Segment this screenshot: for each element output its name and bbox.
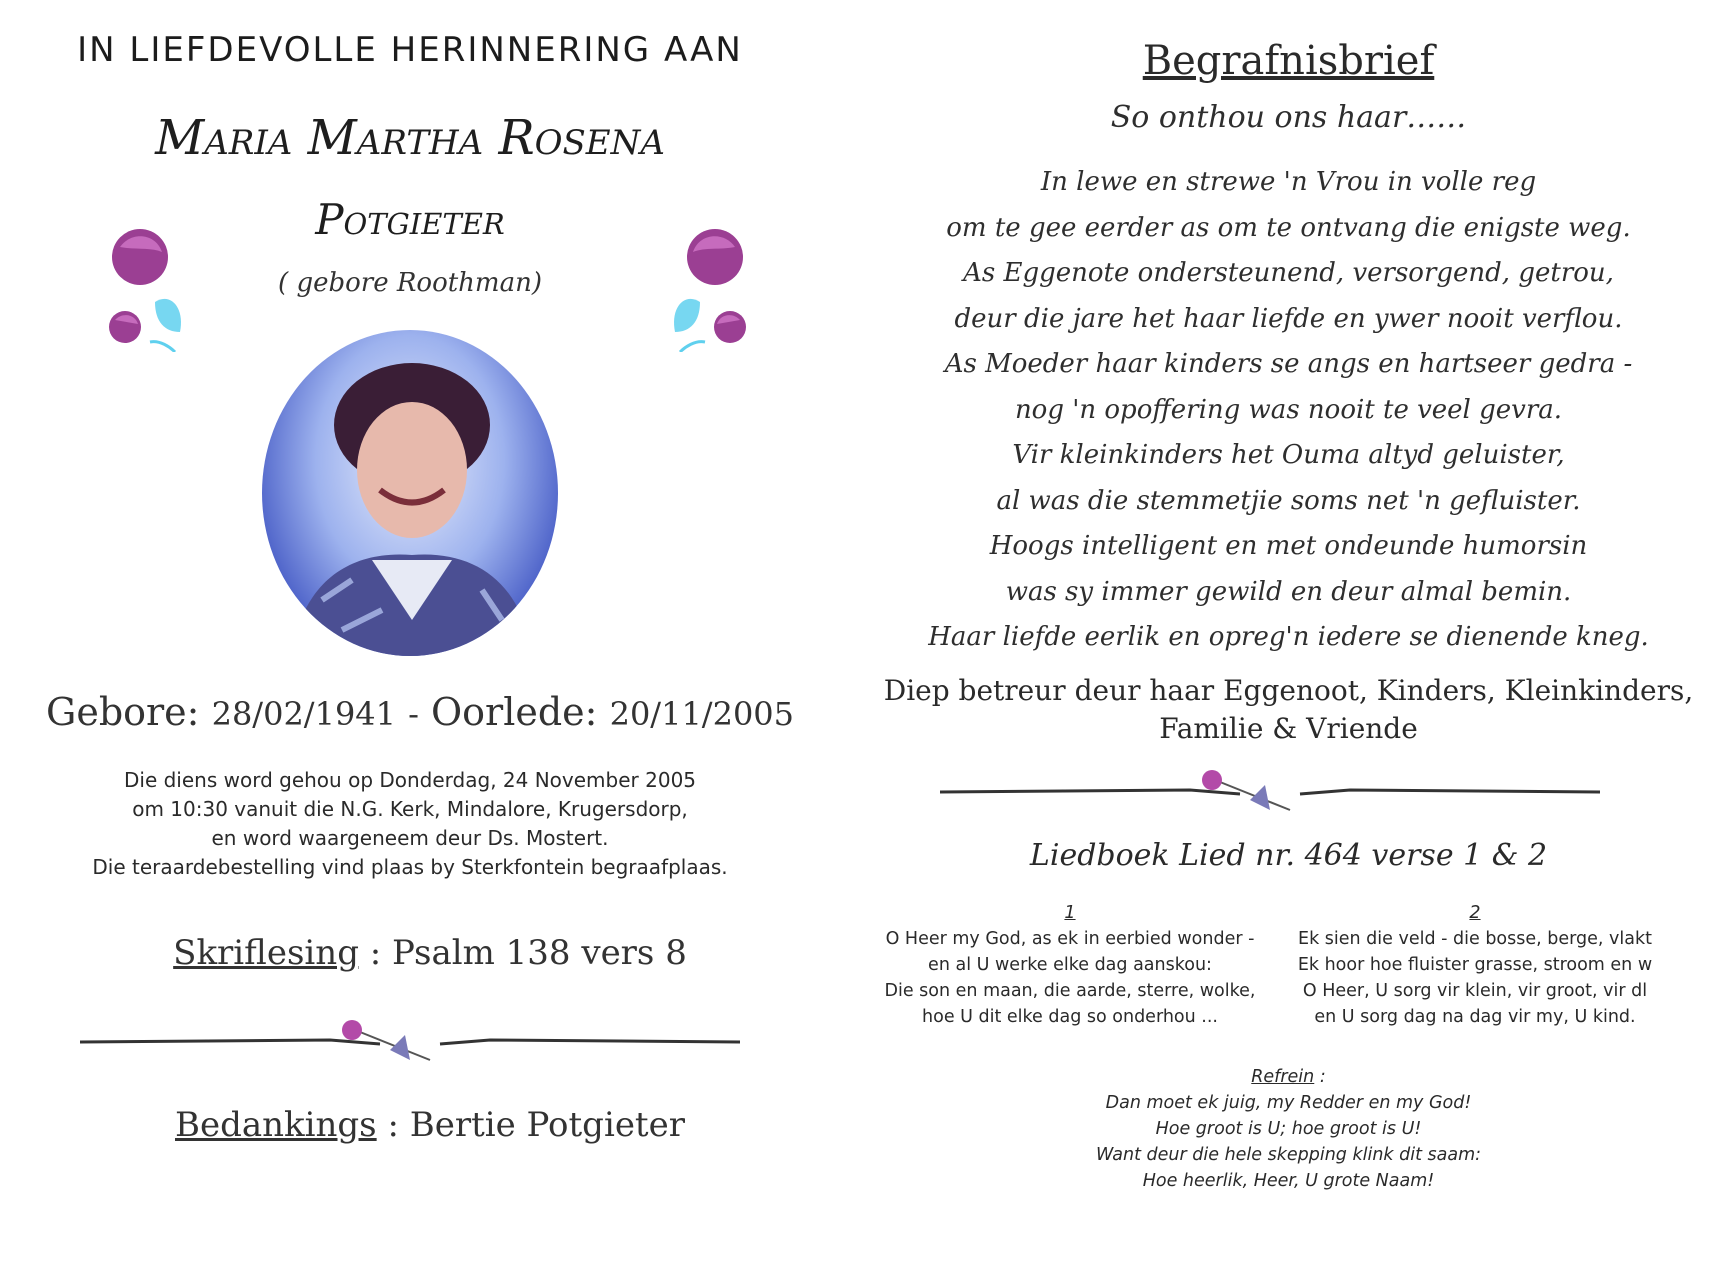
mourned-by-line: Familie & Vriende bbox=[1159, 712, 1418, 745]
thanks-label: Bedankings bbox=[175, 1105, 377, 1145]
portrait-photo bbox=[262, 330, 558, 656]
poem-line: al was die stemmetjie soms net 'n gefluister. bbox=[996, 485, 1581, 516]
rose-icon bbox=[655, 222, 755, 352]
poem-line: om te gee eerder as om te ontvang die enigste weg. bbox=[946, 212, 1631, 243]
refrain-line: Hoe groot is U; hoe groot is U! bbox=[1155, 1119, 1422, 1139]
verse-line: en U sorg dag na dag vir my, U kind. bbox=[1314, 1007, 1636, 1027]
left-panel bbox=[0, 0, 840, 1262]
rose-divider-icon bbox=[80, 1010, 740, 1070]
deceased-surname: Potgieter bbox=[315, 195, 505, 244]
acknowledgements bbox=[150, 1105, 710, 1145]
portrait-figure bbox=[262, 330, 558, 656]
service-line: Die teraardebestelling vind plaas by Sterkfontein begraafplaas. bbox=[92, 855, 728, 879]
scripture-reading bbox=[150, 933, 710, 973]
born-label: Gebore: bbox=[45, 690, 200, 734]
deceased-first-names: Maria Martha Rosena bbox=[155, 110, 665, 166]
verse-line: O Heer my God, as ek in eerbied wonder - bbox=[885, 929, 1255, 949]
poem-line: As Eggenote ondersteunend, versorgend, getrou, bbox=[963, 258, 1614, 288]
refrain-line: Hoe heerlik, Heer, U grote Naam! bbox=[1142, 1171, 1435, 1191]
poem-line: Haar liefde eerlik en opreg'n iedere se dienende kneg. bbox=[928, 622, 1649, 652]
verse-line: Ek hoor hoe fluister grasse, stroom en w bbox=[1297, 955, 1653, 975]
hymn-verse-2 bbox=[1285, 900, 1665, 1030]
scripture-separator: : bbox=[358, 933, 393, 973]
refrain bbox=[860, 1064, 1717, 1194]
verse-line: O Heer, U sorg vir klein, vir groot, vir dl bbox=[1302, 981, 1648, 1001]
rose-divider-icon bbox=[940, 760, 1600, 820]
refrain-label: Refrein bbox=[1251, 1067, 1315, 1087]
poem-intro: So onthou ons haar…… bbox=[1110, 100, 1467, 135]
thanks-separator: : bbox=[376, 1105, 410, 1145]
funeral-letter-title: Begrafnisbrief bbox=[1142, 38, 1435, 84]
memorial-heading: IN LIEFDEVOLLE HERINNERING AAN bbox=[77, 30, 743, 70]
verse-line: hoe U dit elke dag so onderhou ... bbox=[922, 1007, 1218, 1027]
verse-line: Die son en maan, die aarde, sterre, wolke, bbox=[884, 981, 1256, 1001]
mourned-by bbox=[860, 672, 1717, 748]
poem-line: nog 'n opoffering was nooit te veel gevra. bbox=[1014, 394, 1563, 425]
verse-line: en al U werke elke dag aanskou: bbox=[928, 955, 1212, 975]
died-date: 20/11/2005 bbox=[609, 695, 795, 733]
thanks-value: Bertie Potgieter bbox=[409, 1105, 685, 1145]
poem-line: In lewe en strewe 'n Vrou in volle reg bbox=[1040, 167, 1537, 197]
poem-line: Vir kleinkinders het Ouma altyd geluister, bbox=[1012, 440, 1565, 470]
life-dates bbox=[40, 690, 800, 734]
poem-line: was sy immer gewild en deur almal bemin. bbox=[1005, 576, 1572, 607]
poem-line: As Moeder haar kinders se angs en hartseer gedra - bbox=[944, 349, 1633, 379]
poem-line: Hoogs intelligent en met ondeunde humorsin bbox=[989, 531, 1588, 561]
service-line: om 10:30 vanuit die N.G. Kerk, Mindalore, Krugersdorp, bbox=[132, 797, 688, 821]
refrain-line: Want deur die hele skepping klink dit saam: bbox=[1095, 1145, 1482, 1165]
died-label: Oorlede: bbox=[431, 690, 598, 734]
verse-line: Ek sien die veld - die bosse, berge, vlakt bbox=[1298, 929, 1652, 949]
refrain-line: Dan moet ek juig, my Redder en my God! bbox=[1105, 1093, 1472, 1113]
right-panel bbox=[860, 0, 1717, 1262]
verse-number: 2 bbox=[1469, 903, 1481, 923]
hymn-verse-1 bbox=[880, 900, 1260, 1030]
service-details bbox=[60, 766, 760, 882]
poem bbox=[860, 160, 1717, 661]
born-date: 28/02/1941 bbox=[211, 695, 397, 733]
dates-dash: - bbox=[408, 695, 419, 733]
scripture-label: Skriflesing bbox=[173, 933, 359, 973]
service-line: Die diens word gehou op Donderdag, 24 November 2005 bbox=[123, 768, 697, 792]
maiden-name: ( gebore Roothman) bbox=[278, 268, 542, 298]
poem-line: deur die jare het haar liefde en ywer nooit verflou. bbox=[954, 303, 1623, 334]
hymn-reference: Liedboek Lied nr. 464 verse 1 & 2 bbox=[1029, 838, 1548, 873]
verse-number: 1 bbox=[1064, 903, 1076, 923]
refrain-colon: : bbox=[1314, 1067, 1326, 1087]
mourned-by-line: Diep betreur deur haar Eggenoot, Kinders, Kleinkinders, bbox=[883, 674, 1694, 707]
service-line: en word waargeneem deur Ds. Mostert. bbox=[211, 826, 609, 850]
scripture-value: Psalm 138 vers 8 bbox=[392, 933, 687, 973]
rose-icon bbox=[100, 222, 200, 352]
